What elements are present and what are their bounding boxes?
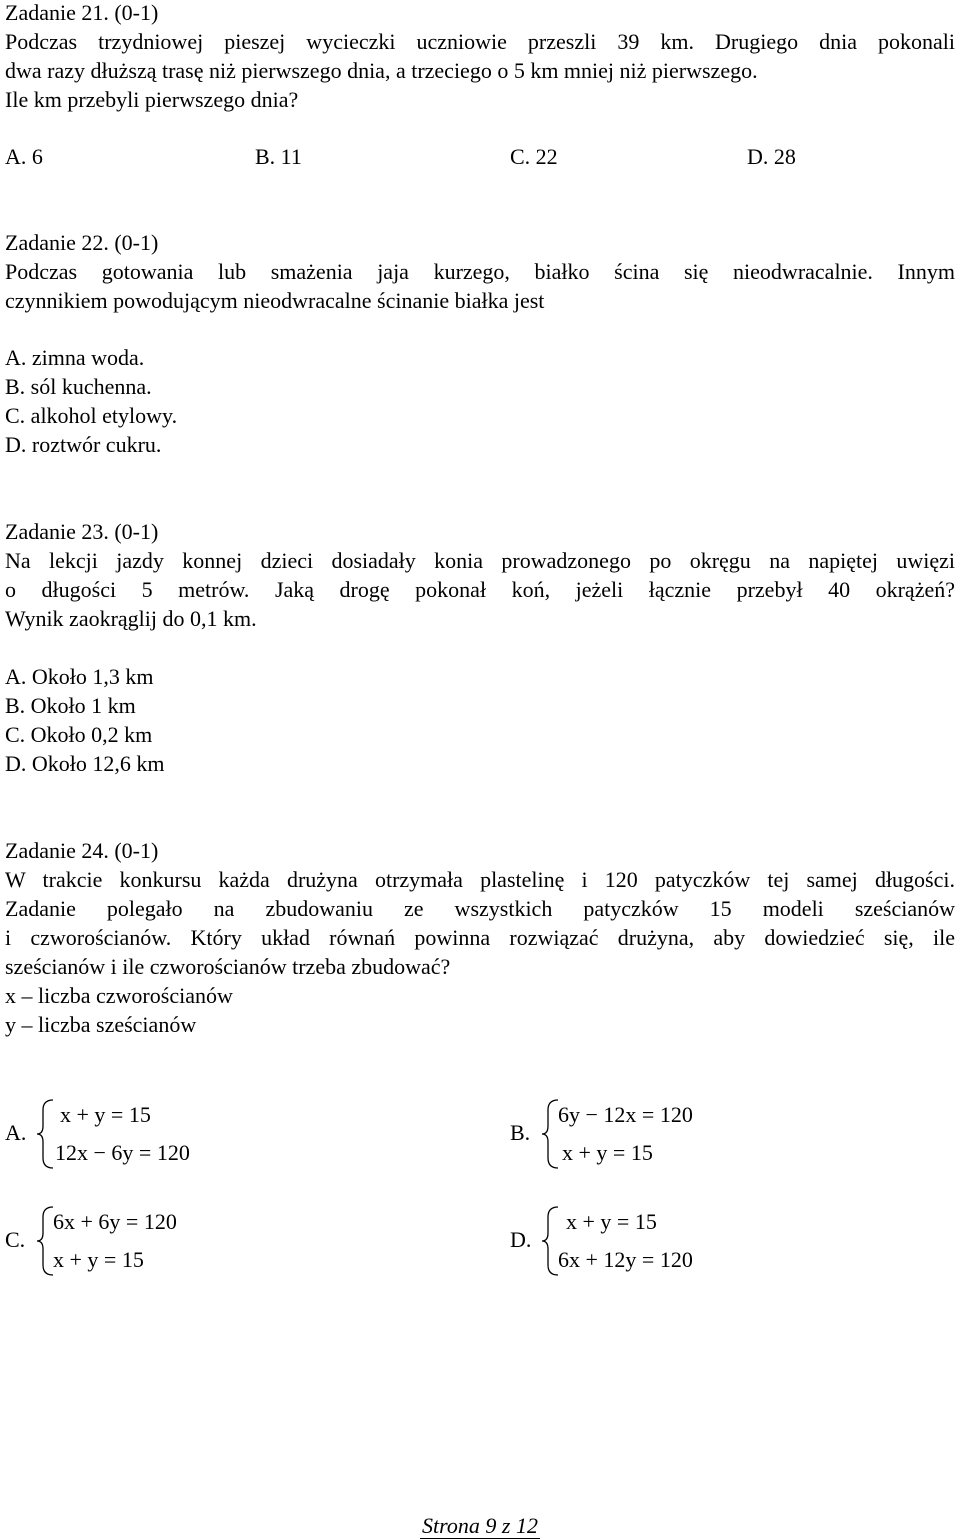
equation-1: x + y = 15	[566, 1209, 657, 1234]
task23-text-line: o długości 5 metrów. Jaką drogę pokonał koń, jeżeli łącznie przebył 40 okrążeń?	[5, 577, 955, 602]
system-option-b	[510, 1098, 930, 1170]
system-option-c	[5, 1205, 425, 1277]
equation-2: x + y = 15	[562, 1140, 653, 1165]
equation-2: 12x − 6y = 120	[55, 1140, 190, 1165]
system-option-a	[5, 1098, 425, 1170]
page-number: Strona 9 z 12	[422, 1513, 538, 1538]
task22-option-b: B. sól kuchenna.	[5, 374, 152, 399]
system-label: D.	[510, 1227, 532, 1252]
equation-1: 6x + 6y = 120	[53, 1209, 177, 1234]
task23-option-b: B. Około 1 km	[5, 693, 136, 718]
task22-option-a: A. zimna woda.	[5, 345, 145, 370]
task24-text-line: sześcianów i ile czworościanów trzeba zbudować?	[5, 954, 451, 979]
equation-2: 6x + 12y = 120	[558, 1247, 693, 1272]
task21-text-line: Ile km przebyli pierwszego dnia?	[5, 87, 299, 112]
task21-option-d: D. 28	[747, 144, 796, 169]
task21-option-b: B. 11	[255, 144, 302, 169]
task23-option-c: C. Około 0,2 km	[5, 722, 153, 747]
system-label: A.	[5, 1120, 27, 1145]
task24-text-line: Zadanie polegało na zbudowaniu ze wszystkich patyczków 15 modeli sześcianów	[5, 896, 955, 921]
equation-1: x + y = 15	[60, 1102, 151, 1127]
task24-variable-y: y – liczba sześcianów	[5, 1012, 197, 1037]
system-label: C.	[5, 1227, 26, 1252]
task23-text-line: Wynik zaokrąglij do 0,1 km.	[5, 606, 257, 631]
task21-option-c: C. 22	[510, 144, 558, 169]
task23-option-d: D. Około 12,6 km	[5, 751, 165, 776]
task23-option-a: A. Około 1,3 km	[5, 664, 154, 689]
page-footer	[0, 1513, 960, 1539]
task22-option-c: C. alkohol etylowy.	[5, 403, 178, 428]
task23-title: Zadanie 23. (0-1)	[5, 519, 159, 544]
task21-text-line: Podczas trzydniowej pieszej wycieczki uczniowie przeszli 39 km. Drugiego dnia pokonali	[5, 29, 955, 54]
system-option-d	[510, 1205, 930, 1277]
task21-text-line: dwa razy dłuższą trasę niż pierwszego dnia, a trzeciego o 5 km mniej niż pierwszego.	[5, 58, 758, 83]
task22-option-d: D. roztwór cukru.	[5, 432, 162, 457]
equation-1: 6y − 12x = 120	[558, 1102, 693, 1127]
task21-title: Zadanie 21. (0-1)	[5, 0, 159, 25]
task24-title: Zadanie 24. (0-1)	[5, 838, 159, 863]
equation-2: x + y = 15	[53, 1247, 144, 1272]
task24-text-line: i czworościanów. Który układ równań powinna rozwiązać drużyna, aby dowiedzieć się, ile	[5, 925, 955, 950]
task24-variable-x: x – liczba czworościanów	[5, 983, 233, 1008]
task23-text-line: Na lekcji jazdy konnej dzieci dosiadały konia prowadzonego po okręgu na napiętej uwięzi	[5, 548, 955, 573]
task22-text-line: Podczas gotowania lub smażenia jaja kurzego, białko ścina się nieodwracalnie. Innym	[5, 259, 955, 284]
system-label: B.	[510, 1120, 531, 1145]
task22-text-line: czynnikiem powodującym nieodwracalne ścinanie białka jest	[5, 288, 545, 313]
task21-option-a: A. 6	[5, 144, 43, 169]
task22-title: Zadanie 22. (0-1)	[5, 230, 159, 255]
task24-text-line: W trakcie konkursu każda drużyna otrzymała plastelinę i 120 patyczków tej samej długości.	[5, 867, 955, 892]
